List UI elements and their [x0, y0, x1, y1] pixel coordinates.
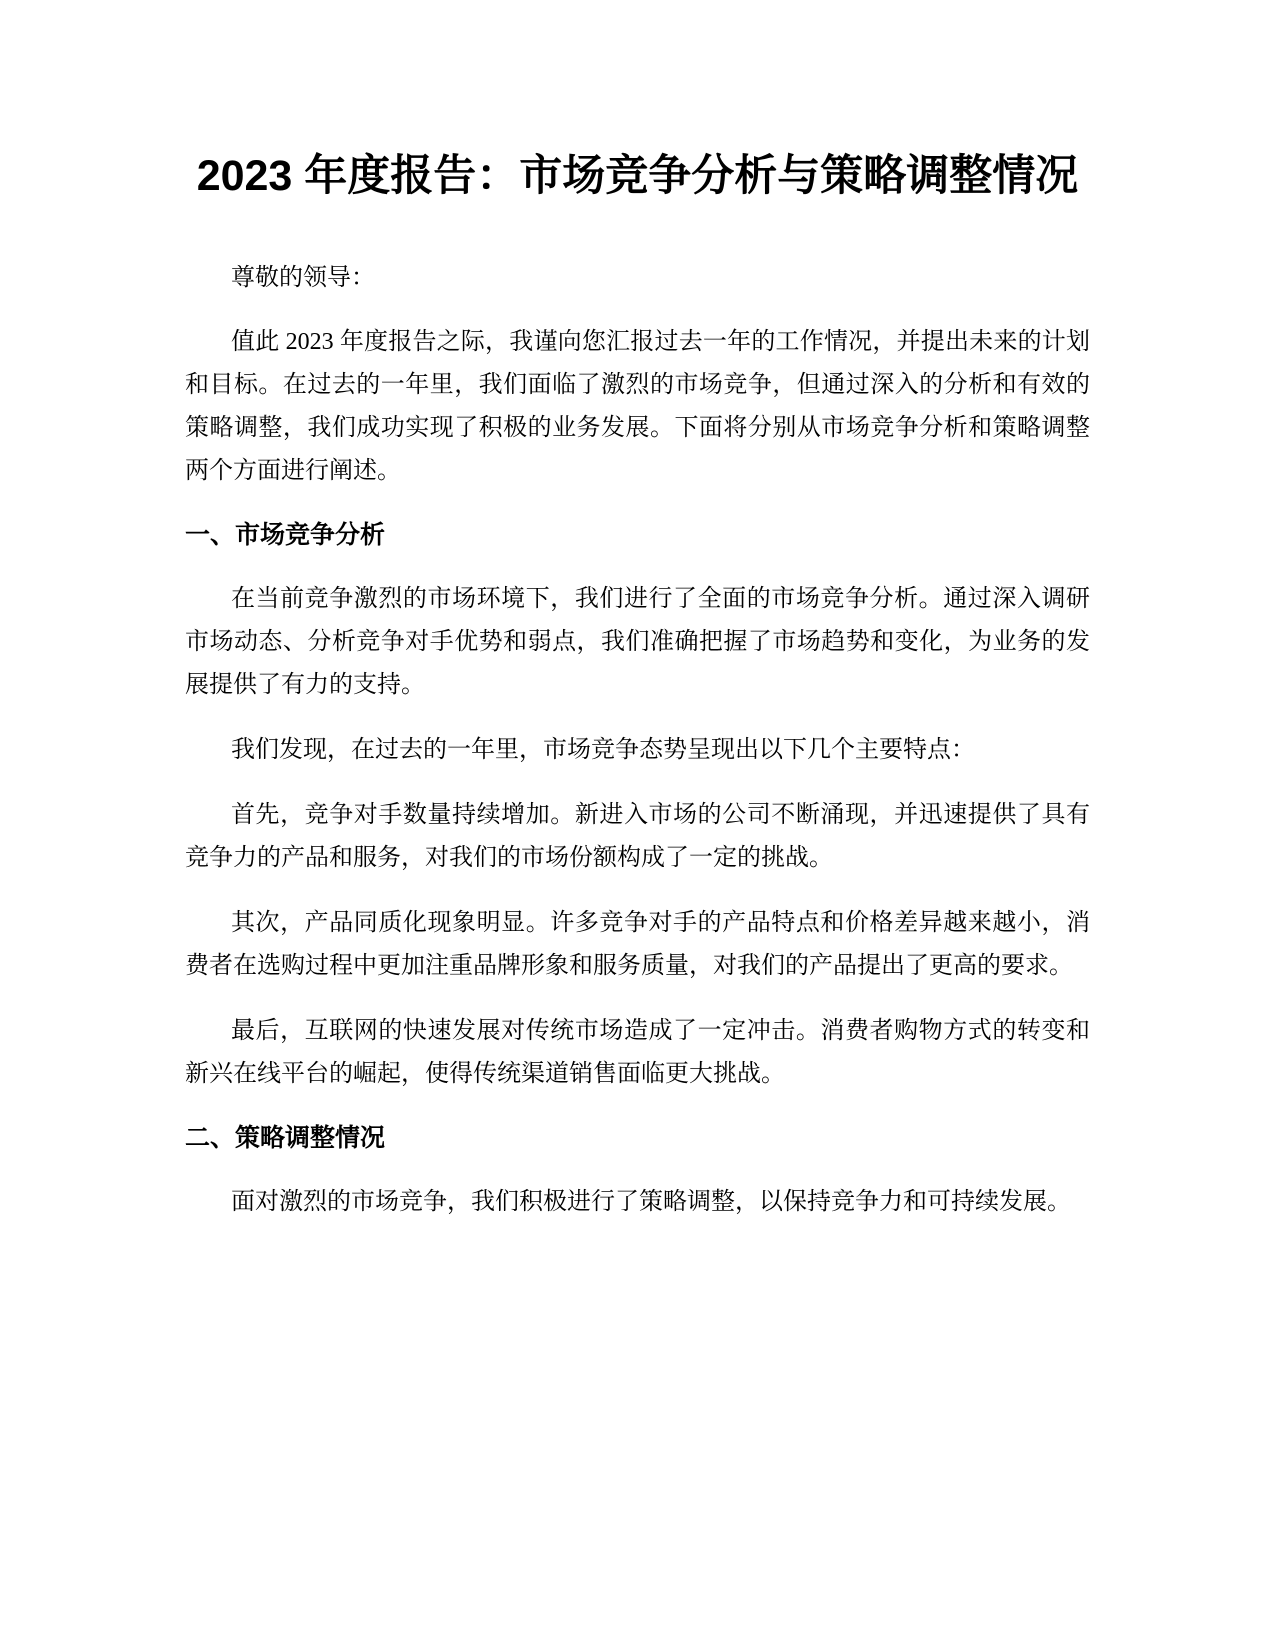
- paragraph: 我们发现，在过去的一年里，市场竞争态势呈现出以下几个主要特点：: [231, 737, 975, 763]
- document-title: 2023 年度报告：市场竞争分析与策略调整情况: [196, 152, 1079, 200]
- intro-paragraph: 值此 2023 年度报告之际，我谨向您汇报过去一年的工作情况，并提出未来的计划和目标。在过去的一年里，我们面临了激烈的市场竞争，但通过深入的分析和有效的策略调整，我们成功实现了积极的业务发展。下面将分别从市场竞争分析和策略调整两个方面进行阐述。: [185, 329, 1090, 484]
- section-heading-market-analysis: 一、市场竞争分析: [185, 521, 386, 549]
- paragraph: 在当前竞争激烈的市场环境下，我们进行了全面的市场竞争分析。通过深入调研市场动态、分析竞争对手优势和弱点，我们准确把握了市场趋势和变化，为业务的发展提供了有力的支持。: [185, 586, 1090, 698]
- document-body: [185, 140, 1090, 1246]
- paragraph: 其次，产品同质化现象明显。许多竞争对手的产品特点和价格差异越来越小，消费者在选购过程中更加注重品牌形象和服务质量，对我们的产品提出了更高的要求。: [185, 910, 1090, 979]
- paragraph: 最后，互联网的快速发展对传统市场造成了一定冲击。消费者购物方式的转变和新兴在线平台的崛起，使得传统渠道销售面临更大挑战。: [185, 1018, 1090, 1087]
- paragraph: 首先，竞争对手数量持续增加。新进入市场的公司不断涌现，并迅速提供了具有竞争力的产品和服务，对我们的市场份额构成了一定的挑战。: [185, 802, 1090, 871]
- paragraph: 面对激烈的市场竞争，我们积极进行了策略调整，以保持竞争力和可持续发展。: [231, 1189, 1071, 1215]
- salutation: 尊敬的领导：: [231, 265, 375, 291]
- section-heading-strategy-adjustment: 二、策略调整情况: [185, 1124, 386, 1152]
